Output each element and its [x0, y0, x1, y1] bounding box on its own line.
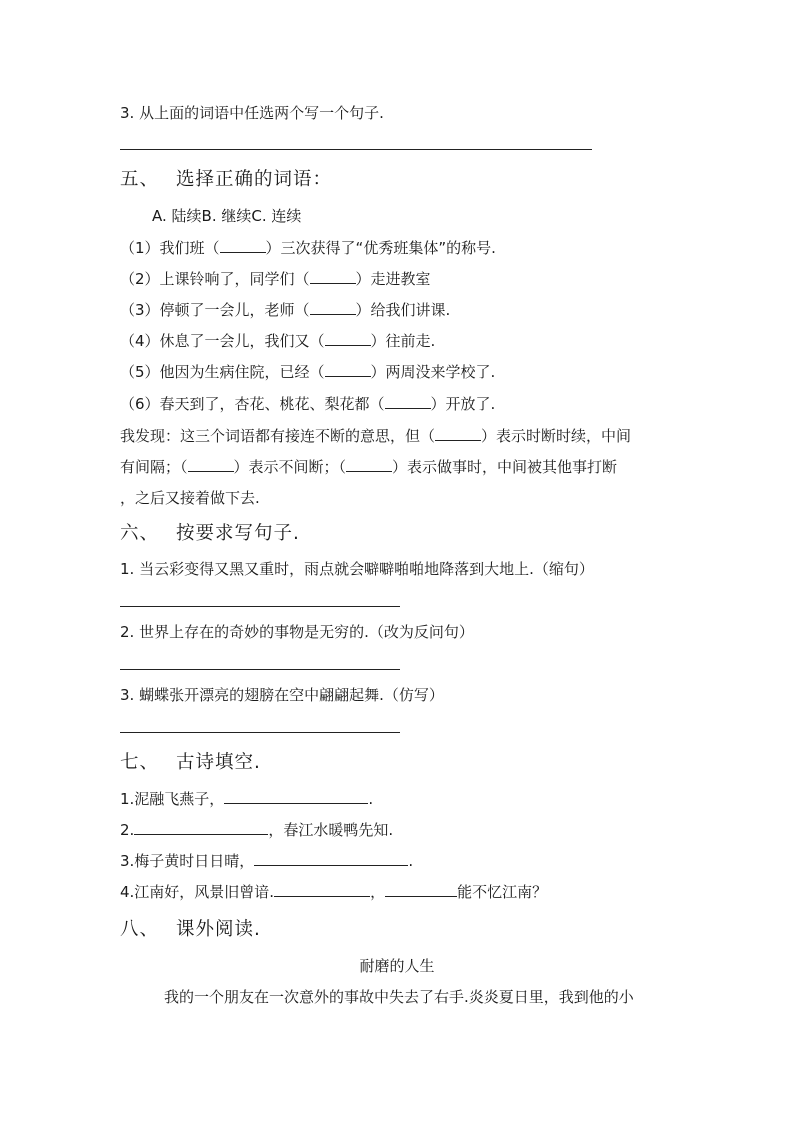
section-7-heading	[120, 751, 261, 775]
blank-field[interactable]	[325, 332, 371, 346]
blank-field[interactable]	[435, 427, 481, 441]
section-number: 五、	[120, 169, 160, 190]
fill-item-4: （4）休息了一会儿，我们又（ ）往前走.	[120, 332, 436, 350]
section-title: 选择正确的词语：	[176, 169, 333, 190]
blank-field[interactable]	[254, 852, 408, 866]
section-title: 按要求写句子.	[176, 523, 300, 544]
section-title: 古诗填空.	[176, 752, 261, 773]
fill-item-2: （2）上课铃响了，同学们（ ）走进教室	[120, 270, 431, 288]
section-5-heading	[120, 168, 332, 192]
rewrite-item-3: 3. 蝴蝶张开漂亮的翅膀在空中翩翩起舞.（仿写）	[120, 686, 444, 704]
section-number: 八、	[120, 919, 160, 940]
fill-item-1: （1）我们班（ ）三次获得了“优秀班集体”的称号.	[120, 239, 496, 257]
rewrite-item-2: 2. 世界上存在的奇妙的事物是无穷的.（改为反问句）	[120, 623, 474, 641]
poem-line-2: 2. ，春江水暖鸭先知.	[120, 821, 394, 839]
finding-line-1: 我发现：这三个词语都有接连不断的意思，但（ ）表示时断时续，中间	[120, 427, 632, 445]
blank-field[interactable]	[188, 458, 234, 472]
fill-item-5: （5）他因为生病住院，已经（ ）两周没来学校了.	[120, 363, 496, 381]
question-4-3: 3. 从上面的词语中任选两个写一个句子.	[120, 104, 384, 122]
blank-field[interactable]	[346, 458, 392, 472]
answer-line-4-3[interactable]	[120, 149, 592, 150]
blank-field[interactable]	[385, 883, 457, 897]
fill-item-3: （3）停顿了一会儿，老师（ ）给我们讲课.	[120, 301, 451, 319]
blank-field[interactable]	[224, 790, 368, 804]
poem-line-1: 1.泥融飞燕子， .	[120, 790, 374, 808]
blank-field[interactable]	[310, 301, 356, 315]
section-number: 六、	[120, 523, 160, 544]
answer-line-6-2[interactable]	[120, 669, 400, 670]
blank-field[interactable]	[274, 883, 370, 897]
section-title: 课外阅读.	[176, 919, 261, 940]
blank-field[interactable]	[310, 270, 356, 284]
answer-line-6-3[interactable]	[120, 732, 400, 733]
word-options: A. 陆续B. 继续C. 连续	[152, 207, 302, 225]
blank-field[interactable]	[134, 821, 268, 835]
poem-line-3: 3.梅子黄时日日晴， .	[120, 852, 414, 870]
finding-line-2: 有间隔；（ ）表示不间断；（ ）表示做事时，中间被其他事打断	[120, 458, 618, 476]
fill-item-6: （6）春天到了，杏花、桃花、梨花都（ ）开放了.	[120, 395, 496, 413]
answer-line-6-1[interactable]	[120, 606, 400, 607]
blank-field[interactable]	[220, 239, 266, 253]
section-number: 七、	[120, 752, 160, 773]
section-6-heading	[120, 522, 300, 546]
section-8-heading	[120, 918, 261, 942]
blank-field[interactable]	[325, 363, 371, 377]
blank-field[interactable]	[385, 395, 431, 409]
rewrite-item-1: 1. 当云彩变得又黑又重时，雨点就会噼噼啪啪地降落到大地上.（缩句）	[120, 560, 594, 578]
finding-line-3: ，之后又接着做下去.	[120, 489, 260, 507]
reading-paragraph: 我的一个朋友在一次意外的事故中失去了右手.炎炎夏日里，我到他的小	[164, 988, 634, 1006]
reading-title: 耐磨的人生	[359, 957, 435, 975]
poem-line-4: 4.江南好，风景旧曾谙. ， 能不忆江南？	[120, 883, 548, 901]
